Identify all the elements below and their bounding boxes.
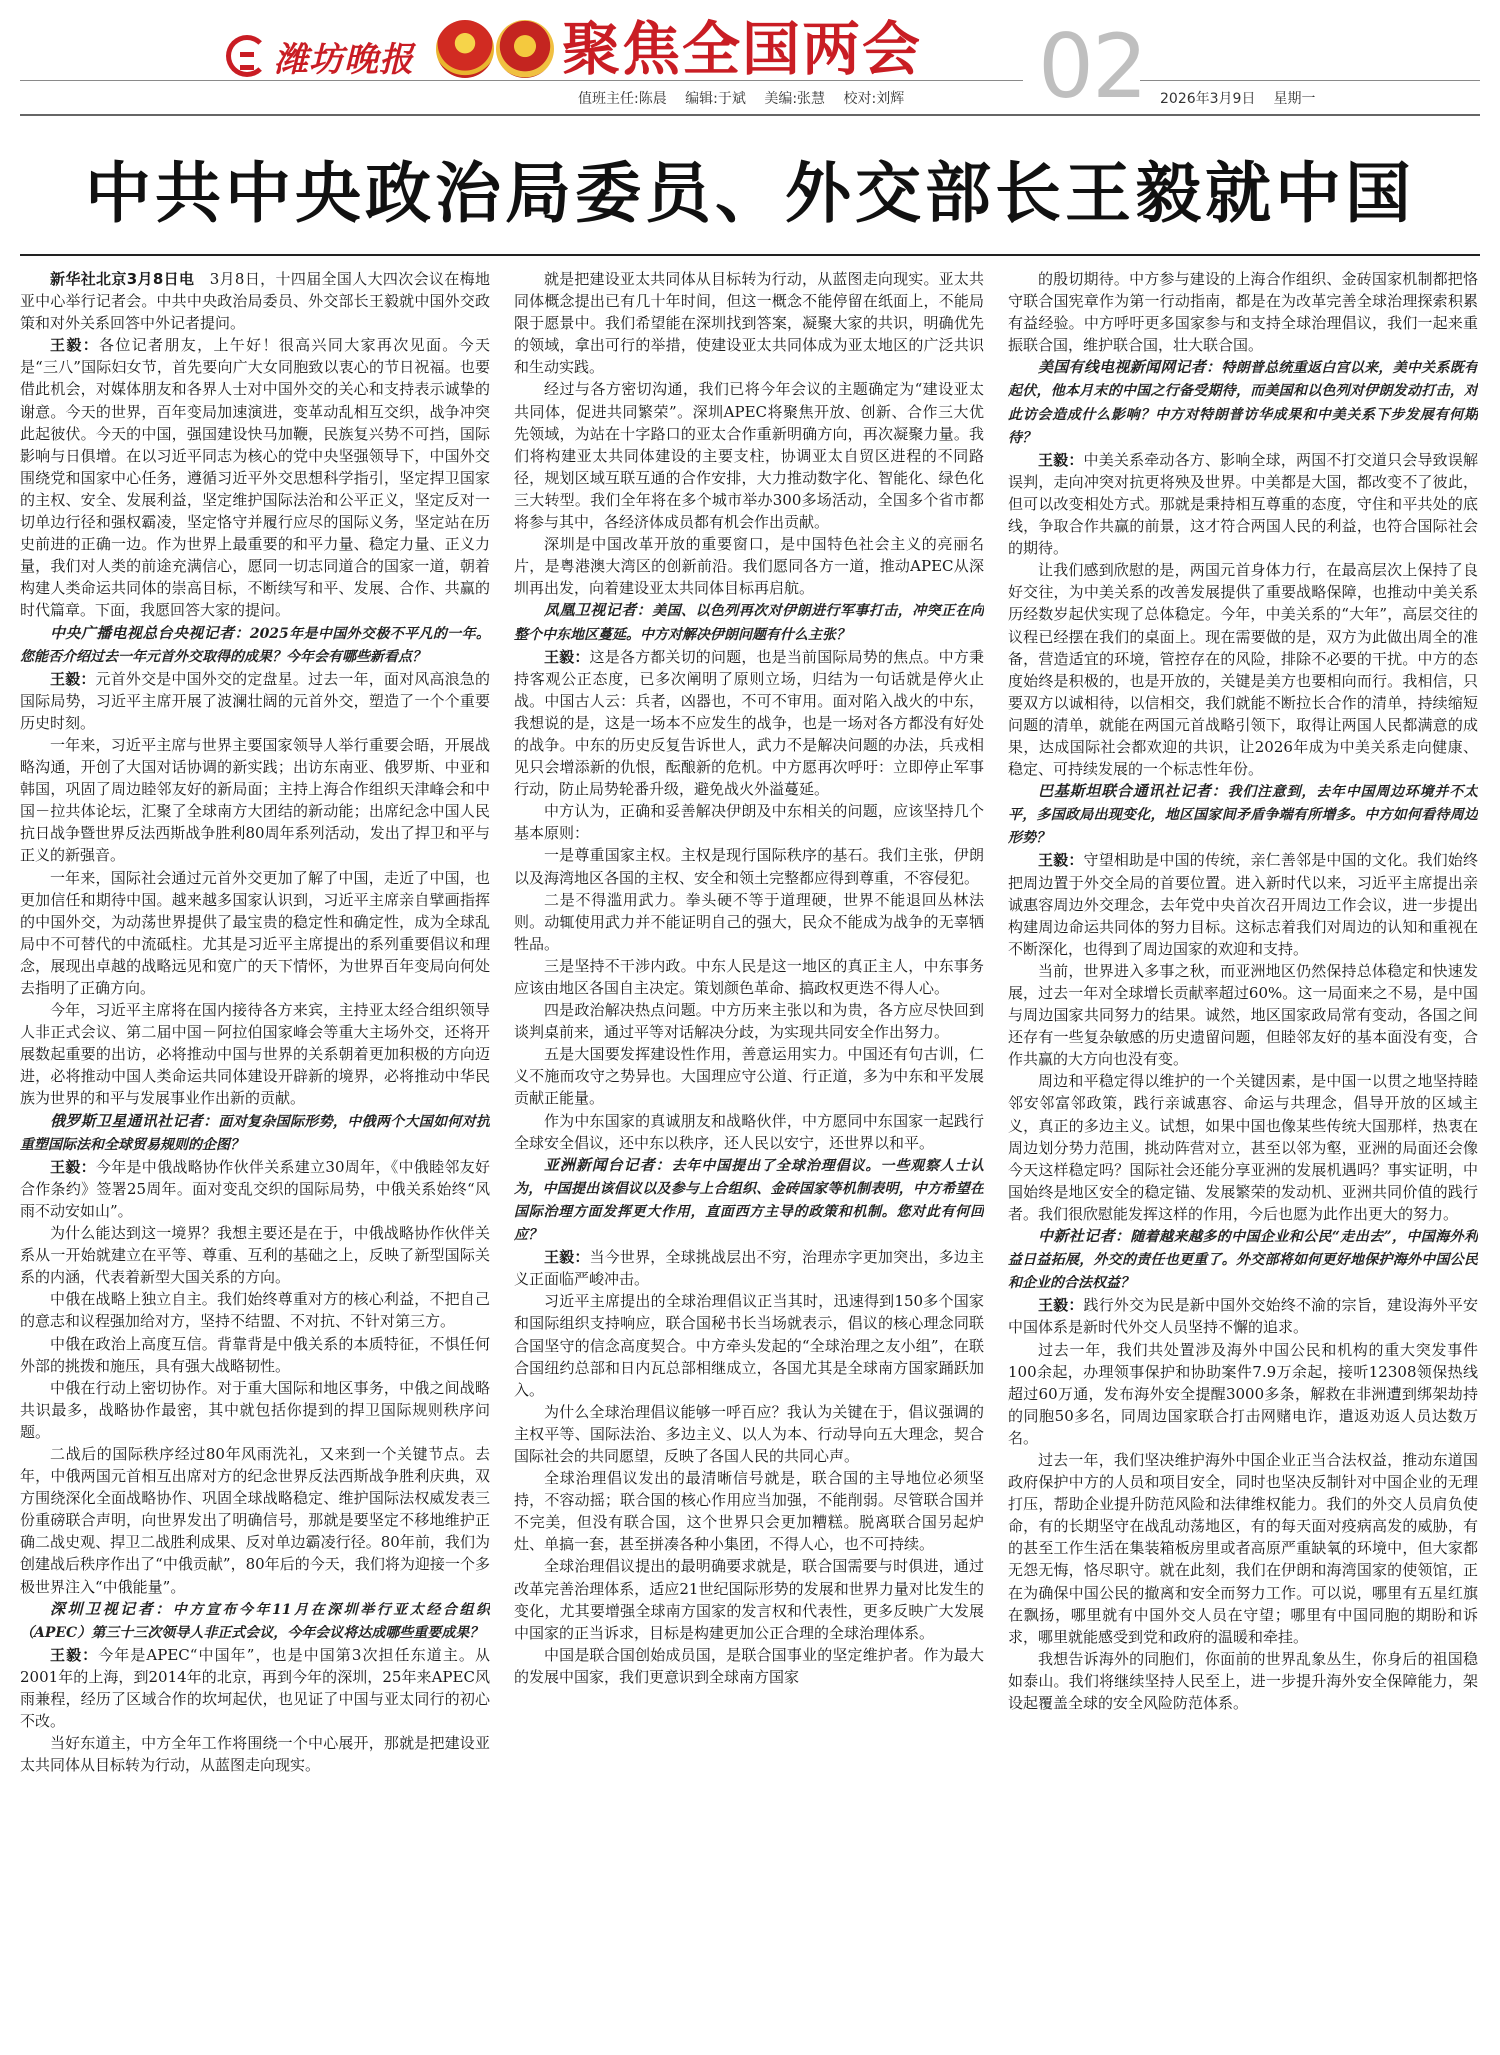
speaker-label: 王毅： — [50, 1645, 99, 1664]
speaker-label: 王毅： — [50, 1157, 96, 1176]
speaker-label: 王毅： — [50, 336, 100, 355]
cppcc-emblem-icon — [496, 20, 554, 78]
page-number: 02 — [1038, 15, 1146, 118]
paragraph-text: 一是尊重国家主权。主权是现行国际秩序的基石。我们主张，伊朗以及海湾地区各国的主权、安全和领土完整都应得到尊重，不容侵犯。 — [514, 846, 984, 887]
article-paragraph — [1008, 1070, 1478, 1225]
masthead-rule-right — [1140, 80, 1480, 81]
article-paragraph — [1008, 960, 1478, 1070]
article-paragraph — [514, 1246, 984, 1290]
question-text: 我们注意到，去年中国周边环境并不太平，多国政局出现变化，地区国家间矛盾争端有所增多。中方如何看待周边形势？ — [1008, 784, 1478, 847]
article-paragraph — [1008, 268, 1478, 356]
paragraph-text: 全球治理倡议发出的最清晰信号就是，联合国的主导地位必须坚持，不容动摇；联合国的核心作用应当加强，不能削弱。尽管联合国并不完美，但没有联合国，这个世界只会更加糟糕。脱离联合国另起炉灶、单搞一套，甚至拼凑各种小集团，不得人心，也不可持续。 — [514, 1469, 984, 1554]
speaker-label: 俄罗斯卫星通讯社记者： — [50, 1111, 219, 1130]
article-paragraph — [1008, 1294, 1478, 1338]
speaker-label: 凤凰卫视记者： — [544, 601, 653, 620]
paragraph-text: 当前，世界进入多事之秋，而亚洲地区仍然保持总体稳定和快速发展，过去一年对全球增长贡献率超过60%。这一局面来之不易，是中国与周边国家共同努力的结果。诚然，地区国家政局常有变动，各国之间还存有一些复杂敏感的历史遗留问题，但睦邻友好的基本面没有变，合作共赢的大方向也没有变。 — [1008, 961, 1478, 1069]
article-paragraph — [1008, 1648, 1478, 1714]
article-column-3 — [1008, 268, 1478, 2043]
article-paragraph — [1008, 1449, 1478, 1648]
article-paragraph — [514, 1154, 984, 1246]
masthead — [0, 0, 1500, 120]
article-paragraph — [514, 955, 984, 999]
paragraph-text: 一年来，国际社会通过元首外交更加了解了中国，走近了中国，也更加信任和期待中国。越来越多国家认识到，习近平主席亲自擘画指挥的中国外交，为动荡世界提供了最宝贵的稳定性和确定性，成为全球乱局中不可替代的中流砥柱。尤其是习近平主席提出的系列重要倡议和理念，展现出卓越的战略远见和宽广的天下情怀，为世界百年变局向何处去指明了正确方向。 — [20, 868, 490, 997]
article-paragraph — [514, 1043, 984, 1109]
question-text: 随着越来越多的中国企业和公民“走出去”，中国海外利益日益拓展，外交的责任也更重了。外交部将如何更好地保护海外中国公民和企业的合法权益？ — [1008, 1229, 1478, 1292]
question-text: 去年中国提出了全球治理倡议。一些观察人士认为，中国提出该倡议以及参与上合组织、金砖国家等机制表明，中方希望在国际治理方面发挥更大作用，直面西方主导的政策和机制。您对此有何回应？ — [514, 1157, 984, 1244]
paragraph-text: 过去一年，我们共处置涉及海外中国公民和机构的重大突发事件100余起，办理领事保护和协助案件7.9万余起，接听12308领保热线超过60万通，发布海外安全提醒3000多条，解救在非洲遭到绑架劫持的同胞50多名，同周边国家联合打击网赌电诈，遣返劝返人员达数万名。 — [1008, 1340, 1478, 1447]
newspaper-logo — [226, 30, 438, 82]
article-paragraph — [20, 334, 490, 621]
article-paragraph — [20, 1110, 490, 1156]
question-text: 特朗普总统重返白宫以来，美中关系既有起伏，他本月末的中国之行备受期待，而美国和以色列对伊朗发动打击，对此访会造成什么影响？中方对特朗普访华成果和中美关系下步发展有何期待？ — [1008, 360, 1478, 446]
paragraph-text: 元首外交是中国外交的定盘星。过去一年，面对风高浪急的国际局势，习近平主席开展了波澜壮阔的元首外交，塑造了一个个重要历史时刻。 — [20, 669, 490, 732]
article-column-1 — [20, 268, 490, 2043]
section-title: 聚焦全国两会 — [562, 15, 923, 83]
paragraph-text: 3月8日，十四届全国人大四次会议在梅地亚中心举行记者会。中共中央政治局委员、外交部长王毅就中国外交政策和对外关系回答中外记者提问。 — [20, 270, 490, 333]
article-paragraph — [1008, 356, 1478, 448]
article-paragraph — [514, 533, 984, 599]
masthead-rule-left — [20, 80, 1023, 81]
paragraph-text: 我想告诉海外的同胞们，你面前的世界乱象丛生，你身后的祖国稳如泰山。我们将继续坚持人民至上，进一步提升海外安全保障能力，架设起覆盖全球的安全风险防范体系。 — [1008, 1649, 1478, 1712]
speaker-label: 王毅： — [1038, 851, 1084, 870]
date-text: 2026年3月9日 — [1160, 91, 1256, 107]
article-paragraph — [514, 999, 984, 1043]
paragraph-text: 为什么能达到这一境界？我想主要还是在于，中俄战略协作伙伴关系从一开始就建立在平等、尊重、互利的基础之上，反映了新型国际关系的内涵，代表着新型大国关系的方向。 — [20, 1224, 490, 1287]
article-paragraph — [514, 1467, 984, 1555]
paragraph-text: 一年来，习近平主席与世界主要国家领导人举行重要会晤，开展战略沟通，开创了大国对话协调的新实践；出访东南亚、俄罗斯、中亚和韩国，巩固了周边睦邻友好的新局面；主持上海合作组织天津峰会和中国－拉共体论坛，汇聚了全球南方大团结的新动能；出席纪念中国人民抗日战争暨世界反法西斯战争胜利80周年系列活动，发出了捍卫和平与正义的新强音。 — [20, 735, 490, 865]
paragraph-text: 为什么全球治理倡议能够一呼百应？我认为关键在于，倡议强调的主权平等、国际法治、多边主义、以人为本、行动导向五大理念，契合国际社会的共同愿望，反映了各国人民的共同心声。 — [514, 1402, 984, 1465]
speaker-label: 巴基斯坦联合通讯社记者： — [1038, 782, 1228, 801]
paragraph-text: 中俄在政治上高度互信。背靠背是中俄关系的本质特征，不惧任何外部的挑拨和施压，具有强大战略韧性。 — [20, 1334, 490, 1375]
paragraph-text: 就是把建设亚太共同体从目标转为行动，从蓝图走向现实。亚太共同体概念提出已有几十年时间，但这一概念不能停留在纸面上，不能局限于愿景中。我们希望能在深圳找到答案，凝聚大家的共识，明确优先的领域，拿出可行的举措，使建设亚太共同体成为亚太地区的广泛共识和生动实践。 — [514, 270, 984, 377]
article-column-2 — [514, 268, 984, 2043]
paragraph-text: 当今世界，全球挑战层出不穷，治理赤字更加突出，多边主义正面临严峻冲击。 — [514, 1248, 984, 1289]
paragraph-text: 过去一年，我们坚决维护海外中国企业正当合法权益，推动东道国政府保护中方的人员和项目安全，同时也坚决反制针对中国企业的无理打压，帮助企业提升防范风险和法律维权能力。我们的外交人员肩负使命，有的长期坚守在战乱动荡地区，有的每天面对疫病高发的威胁，有的甚至工作生活在集装箱板房里或者高原严重缺氧的环境中，但大家都无怨无悔，恪尽职守。就在此刻，我们在伊朗和海湾国家的使领馆，正在为确保中国公民的撤离和安全而努力工作。可以说，哪里有五星红旗在飘扬，哪里就有中国外交人员在守望；哪里有中国同胞的期盼和诉求，哪里就能感受到党和政府的温暖和牵挂。 — [1008, 1450, 1478, 1646]
speaker-label: 王毅： — [1038, 1296, 1084, 1315]
paragraph-text: 中美关系牵动各方、影响全球，两国不打交道只会导致误解误判，走向冲突对抗更将殃及世界。中美都是大国，都改变不了彼此，但可以改变相处方式。那就是秉持相互尊重的态度，守住和平共处的底线，争取合作共赢的前景，这才符合两国人民的利益，也符合国际社会的期待。 — [1008, 450, 1478, 558]
article-paragraph — [20, 268, 490, 334]
paragraph-text: 经过与各方密切沟通，我们已将今年会议的主题确定为“建设亚太共同体，促进共同繁荣”。深圳APEC将聚焦开放、创新、合作三大优先领域，为站在十字路口的亚太合作重新明确方向，再次凝聚力量。我们将构建亚太共同体建设的主要支柱，协调亚太自贸区进程的不同路径，规划区域互联互通的合作安排，大力推动数字化、智能化、绿色化三大转型。我们全年将在多个城市举办300多场活动，全国多个省市都将参与其中，各经济体成员都有机会作出贡献。 — [514, 380, 984, 532]
logo-text: 潍坊晚报 — [274, 39, 414, 80]
question-text: 中方宣布今年11月在深圳举行亚太经合组织（APEC）第三十三次领导人非正式会议，今年会议将达成哪些重要成果？ — [20, 1601, 490, 1641]
article-paragraph — [514, 1555, 984, 1643]
question-text: 2025年是中国外交极不平凡的一年。您能否介绍过去一年元首外交取得的成果？今年会有哪些新看点？ — [20, 625, 490, 665]
paragraph-text: 作为中东国家的真诚朋友和战略伙伴，中方愿同中东国家一起践行全球安全倡议，还中东以秩序，还人民以安宁，还世界以和平。 — [514, 1111, 984, 1152]
paragraph-text: 的殷切期待。中方参与建设的上海合作组织、金砖国家机制都把恪守联合国宪章作为第一行动指南，都是在为改革完善全球治理探索积累有益经验。中方呼吁更多国家参与和支持全球治理倡议，我们一起来重振联合国，维护联合国，壮大联合国。 — [1008, 270, 1478, 355]
question-text: 美国、以色列再次对伊朗进行军事打击，冲突正在向整个中东地区蔓延。中方对解决伊朗问题有什么主张？ — [514, 603, 984, 643]
paragraph-text: 五是大国要发挥建设性作用，善意运用实力。中国还有句古训，仁义不施而攻守之势异也。大国理应守公道、行正道，多为中东和平发展贡献正能量。 — [514, 1045, 984, 1108]
article-paragraph — [20, 1333, 490, 1377]
paragraph-text: 中方认为，正确和妥善解决伊朗及中东相关的问题，应该坚持几个基本原则： — [514, 802, 984, 843]
speaker-label: 美国有线电视新闻网记者： — [1038, 358, 1222, 377]
article-paragraph — [514, 889, 984, 955]
paragraph-text: 二战后的国际秩序经过80年风雨洗礼，又来到一个关键节点。去年，中俄两国元首相互出席对方的纪念世界反法西斯战争胜利庆典，双方围绕深化全面战略协作、巩固全球战略稳定、维护国际法权威发表三份重磅联合声明，向世界发出了明确信号，那就是要坚定不移地维护正确二战史观、捍卫二战胜利成果、反对单边霸凌行径。80年前，我们为创建战后秩序作出了“中俄贡献”，80年后的今天，我们将为迎接一个多极世界注入“中俄能量”。 — [20, 1444, 490, 1596]
paragraph-text: 四是政治解决热点问题。中方历来主张以和为贵，各方应尽快回到谈判桌前来，通过平等对话解决分歧，为实现共同安全作出努力。 — [514, 1001, 984, 1042]
article-paragraph — [514, 1110, 984, 1154]
article-paragraph — [20, 1156, 490, 1222]
paragraph-text: 习近平主席提出的全球治理倡议正当其时，迅速得到150多个国家和国际组织支持响应，联合国秘书长当场就表示，倡议的核心理念同联合国坚守的信念高度契合。中方牵头发起的“全球治理之友小组”，在联合国纽约总部和日内瓦总部相继成立，各国尤其是全球南方国家踊跃加入。 — [514, 1292, 984, 1399]
paragraph-text: 中俄在行动上密切协作。对于重大国际和地区事务，中俄之间战略共识最多，战略协作最密，其中就包括你提到的捍卫国际规则秩序问题。 — [20, 1378, 490, 1441]
paragraph-text: 周边和平稳定得以维护的一个关键因素，是中国一以贯之地坚持睦邻安邻富邻政策，践行亲诚惠容、命运与共理念，倡导开放的区域主义，真正的多边主义。试想，如果中国也像某些传统大国那样，热衷在周边划分势力范围，挑动阵营对立，甚至以邻为壑，亚洲的局面还会像今天这样稳定吗？国际社会还能分享亚洲的发展机遇吗？事实证明，中国始终是地区安全的稳定锚、发展繁荣的发动机、亚洲共同价值的践行者。我们很欣慰能发挥这样的作用，今后也愿为此作出更大的努力。 — [1008, 1072, 1478, 1223]
speaker-label: 王毅： — [544, 647, 590, 666]
article-paragraph — [1008, 1225, 1478, 1294]
article-paragraph — [20, 668, 490, 734]
issue-date — [1160, 88, 1333, 108]
article-paragraph — [514, 1644, 984, 1688]
speaker-label: 深圳卫视记者： — [50, 1599, 173, 1618]
speaker-label: 亚洲新闻台记者： — [544, 1155, 672, 1174]
headline-rule — [20, 254, 1480, 256]
editor-credits: 值班主任:陈晨 编辑:于斌 美编:张慧 校对:刘辉 — [578, 91, 905, 107]
paragraph-text: 全球治理倡议提出的最明确要求就是，联合国需要与时俱进，通过改革完善治理体系，适应21世纪国际形势的发展和世界力量对比发生的变化，尤其要增强全球南方国家的发言权和代表性，更多反映广大发展中国家的正当诉求，目标是构建更加公正合理的全球治理体系。 — [514, 1557, 984, 1642]
article-paragraph — [1008, 1339, 1478, 1449]
article-paragraph — [514, 646, 984, 801]
paragraph-text: 当好东道主，中方全年工作将围绕一个中心展开，那就是把建设亚太共同体从目标转为行动，从蓝图走向现实。 — [20, 1734, 490, 1775]
paragraph-text: 三是坚持不干涉内政。中东人民是这一地区的真正主人，中东事务应该由地区各国自主决定。策划颜色革命、搞政权更迭不得人心。 — [514, 956, 984, 997]
article-paragraph — [1008, 780, 1478, 849]
article-paragraph — [20, 1644, 490, 1732]
article-paragraph — [514, 844, 984, 888]
article-paragraph — [20, 1288, 490, 1332]
paragraph-text: 这是各方都关切的问题，也是当前国际局势的焦点。中方秉持客观公正态度，已多次阐明了原则立场，归结为一句话就是停火止战。中国古人云：兵者，凶器也，不可不审用。面对陷入战火的中东，我想说的是，这是一场本不应发生的战争，也是一场对各方都没有好处的战争。中东的历史反复告诉世人，武力不是解决问题的办法，兵戎相见只会增添新的仇恨，酝酿新的危机。中方愿再次呼吁：立即停止军事行动，防止局势轮番升级，避免战火外溢蔓延。 — [514, 647, 984, 799]
speaker-label: 王毅： — [544, 1248, 590, 1267]
article-paragraph — [514, 599, 984, 645]
paragraph-text: 今年是中俄战略协作伙伴关系建立30周年，《中俄睦邻友好合作条约》签署25周年。面对变乱交织的国际局势，中俄关系始终“风雨不动安如山”。 — [20, 1157, 490, 1220]
article-paragraph — [514, 1290, 984, 1400]
paragraph-text: 今年，习近平主席将在国内接待各方来宾，主持亚太经合组织领导人非正式会议、第二届中国－阿拉伯国家峰会等重大主场外交，还将开展数起重要的出访，必将推动中国与世界的关系朝着更加积极的方向迈进，必将推动中国人类命运共同体建设开辟新的境界，必将推动中华民族为世界的和平与发展事业作出新的贡献。 — [20, 1001, 490, 1108]
article-paragraph — [20, 1732, 490, 1776]
paragraph-text: 让我们感到欣慰的是，两国元首身体力行，在最高层次上保持了良好交往，为中美关系的改善发展提供了重要战略保障，也推动中美关系历经数岁起伏实现了总体稳定。今年，中美关系的“大年”，高层交往的议程已经摆在我们的桌面上。现在需要做的是，双方为此做出周全的准备，营造适宜的环境，管控存在的风险，排除不必要的干扰。中方的态度始终是积极的，也是开放的，关键是美方也要相向而行。我相信，只要双方以诚相待，以信相交，我们就能不断拉长合作的清单，持续缩短问题的清单，就能在两国元首战略引领下，取得让两国人民都满意的成果，达成国际社会都欢迎的共识，让2026年成为中美关系走向健康、稳定、可持续发展的一个标志性年份。 — [1008, 561, 1478, 779]
article-paragraph — [20, 1443, 490, 1598]
article-paragraph — [514, 268, 984, 378]
national-emblem-icon — [436, 20, 494, 78]
article-paragraph — [514, 800, 984, 844]
paragraph-text: 守望相助是中国的传统，亲仁善邻是中国的文化。我们始终把周边置于外交全局的首要位置。进入新时代以来，习近平主席提出亲诚惠容周边外交理念，去年党中央首次召开周边工作会议，进一步提出构建周边命运共同体的努力目标。这标志着我们对周边的认知和重视在不断深化，也得到了周边国家的欢迎和支持。 — [1008, 851, 1478, 958]
paragraph-text: 深圳是中国改革开放的重要窗口，是中国特色社会主义的亮丽名片，是粤港澳大湾区的创新前沿。我们愿同各方一道，推动APEC从深圳再出发，向着建设亚太共同体目标再启航。 — [514, 535, 984, 598]
article-paragraph — [20, 622, 490, 668]
paragraph-text: 中国是联合国创始成员国，是联合国事业的坚定维护者。作为最大的发展中国家，我们更意识到全球南方国家 — [514, 1645, 984, 1686]
headline: 中共中央政治局委员、外交部长王毅就中国 — [85, 155, 1415, 232]
article-paragraph — [20, 867, 490, 1000]
article-paragraph — [20, 1377, 490, 1443]
article-paragraph — [514, 1401, 984, 1467]
logo-mark-icon — [226, 35, 268, 77]
article-paragraph — [20, 734, 490, 867]
question-text: 面对复杂国际形势，中俄两个大国如何对抗重塑国际法和全球贸易规则的企图？ — [20, 1113, 490, 1153]
paragraph-text: 各位记者朋友，上午好！很高兴同大家再次见面。今天是“三八”国际妇女节，首先要向广大女同胞致以衷心的节日祝福。也要借此机会，对媒体朋友和各界人士对中国外交的关心和支持表示诚挚的谢意。今天的世界，百年变局加速演进，变革动乱相互交织，战争冲突此起彼伏。今天的中国，强国建设快马加鞭，民族复兴势不可挡，国际影响与日俱增。在以习近平同志为核心的党中央坚强领导下，中国外交围绕党和国家中心任务，遵循习近平外交思想科学指引，坚定捍卫国家的主权、安全、发展利益，坚定维护国际法治和公平正义，坚定反对一切单边行径和强权霸凌，坚定恪守并履行应尽的国际义务，坚定站在历史前进的正确一边。作为世界上最重要的和平力量、稳定力量、正义力量，我们对人类的前途充满信心，愿同一切志同道合的国家一道，朝着构建人类命运共同体的崇高目标，不断续写和平、发展、合作、共赢的时代篇章。下面，我愿回答大家的提问。 — [20, 336, 490, 620]
article-paragraph — [1008, 449, 1478, 559]
article-paragraph — [514, 378, 984, 533]
paragraph-text: 今年是APEC“中国年”，也是中国第3次担任东道主。从2001年的上海，到2014年的北京，再到今年的深圳，25年来APEC风雨兼程，经历了区域合作的坎坷起伏，也见证了中国与亚太同行的初心不改。 — [20, 1645, 490, 1731]
paragraph-text: 中俄在战略上独立自主。我们始终尊重对方的核心利益，不把自己的意志和议程强加给对方，坚持不结盟、不对抗、不针对第三方。 — [20, 1290, 490, 1331]
speaker-label: 中新社记者： — [1038, 1227, 1131, 1246]
speaker-label: 中央广播电视总台央视记者： — [50, 623, 250, 642]
paragraph-text: 二是不得滥用武力。拳头硬不等于道理硬，世界不能退回丛林法则。动辄使用武力并不能证明自己的强大，民众不能成为战争的无辜牺牲品。 — [514, 890, 984, 953]
masthead-bottom-rule — [20, 114, 1480, 116]
article-paragraph — [20, 999, 490, 1109]
article-paragraph — [1008, 559, 1478, 780]
weekday-text: 星期一 — [1273, 91, 1316, 107]
paragraph-text: 践行外交为民是新中国外交始终不渝的宗旨，建设海外平安中国体系是新时代外交人员坚持不懈的追求。 — [1008, 1296, 1478, 1337]
article-paragraph — [1008, 849, 1478, 959]
article-paragraph — [20, 1598, 490, 1644]
speaker-label: 新华社北京3月8日电 — [50, 270, 195, 288]
article-body — [20, 268, 1480, 2043]
speaker-label: 王毅： — [50, 669, 96, 688]
article-paragraph — [20, 1222, 490, 1288]
speaker-label: 王毅： — [1038, 450, 1084, 469]
